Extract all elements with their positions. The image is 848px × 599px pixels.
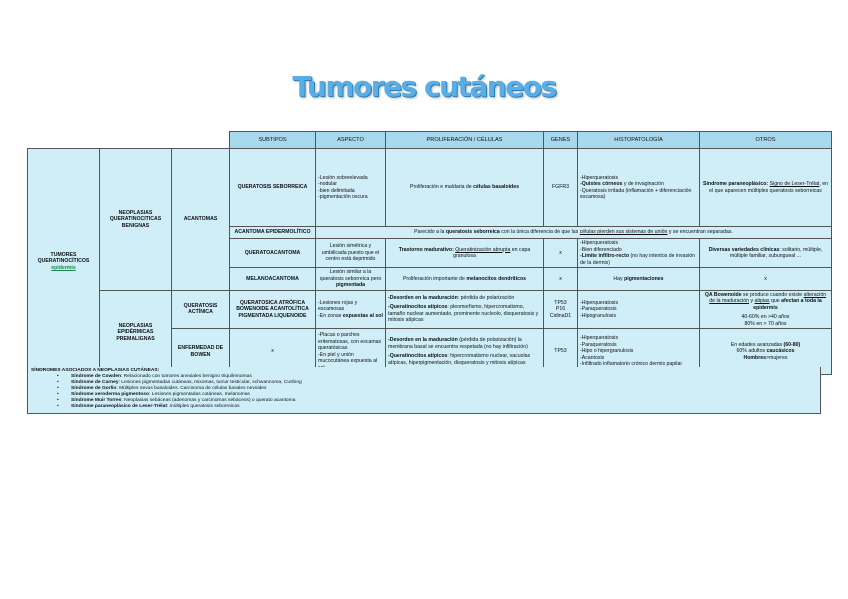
header-aspecto: ASPECTO xyxy=(316,132,386,149)
histo-line: -Hiperqueratosis xyxy=(580,335,619,342)
queratoacantoma-prolif xyxy=(386,239,544,268)
melanoacantoma-genes: x xyxy=(544,268,578,291)
histo-line: -Hiperqueratosis xyxy=(580,240,619,246)
histo-line xyxy=(580,253,697,266)
group-cell xyxy=(28,149,100,375)
header-genes: GENES xyxy=(544,132,578,149)
queratoacantoma-histo xyxy=(578,239,700,268)
aspecto-line: -Lesiones rojas y escamosas xyxy=(318,299,358,312)
syndrome-text: : Relacionado con tumores anexiales benigno triquilemomas xyxy=(121,374,252,379)
text-run: >mujeres xyxy=(766,354,788,361)
acantomas-label: ACANTOMAS xyxy=(172,149,230,291)
header-row xyxy=(28,132,832,149)
text-run: células basaloides xyxy=(473,184,519,191)
queratoacantoma-otros xyxy=(700,239,832,268)
syndrome-name: Síndrome xeroderma pigmentoso xyxy=(71,392,149,397)
syndrome-name: Síndrome Muir Torres xyxy=(71,398,122,403)
syndrome-text: : Lesiones pigmentadas cutáneas, mixomas, tumor testicular, schwannoma, Cushing xyxy=(118,380,302,385)
syndromes-section xyxy=(27,367,821,414)
otros-line xyxy=(702,292,829,312)
histo-line: -Infiltrado inflamatorio crónico dermis papilar xyxy=(580,361,683,368)
melanoacantoma-otros: x xyxy=(700,268,832,291)
bowen-genes: TP53 xyxy=(544,329,578,375)
gene: CidinaD1 xyxy=(549,312,572,319)
syndrome-name: Síndrome de Cowden xyxy=(71,374,121,379)
header-histopatologia: HISTOPATOLOGÍA xyxy=(578,132,700,149)
histo-line: -Hipo o hipergranulosis xyxy=(580,348,634,355)
text-run: (pérdida de polarización) la membrana basal se encuentra respetada (no hay infiltración) xyxy=(388,337,528,350)
gene: P16 xyxy=(555,306,566,312)
text-run: (no hay intentos de invasión de la dermis) xyxy=(580,253,696,266)
prolif-line xyxy=(388,353,541,366)
text-run: Queratinización abrupta xyxy=(455,246,511,253)
queratoacantoma-genes: x xyxy=(544,239,578,268)
aspecto-line: -bien delimitada xyxy=(318,187,355,194)
row-queratosis-actinica xyxy=(28,290,832,329)
bowen-name: ENFERMEDAD DE BOWEN xyxy=(172,329,230,375)
list-item xyxy=(71,404,817,410)
histo-line: -Bien diferenciado xyxy=(580,246,622,253)
text-run: Proliferación e maldaria de xyxy=(409,184,474,191)
text-run: -Desorden en la maduración xyxy=(388,337,458,343)
text-run: alteración de la maduración xyxy=(709,291,827,304)
melanoacantoma-prolif xyxy=(386,268,544,291)
histo-line: -Paraqueratosis xyxy=(580,341,617,348)
header-subtipos: SUBTIPOS xyxy=(230,132,316,149)
text-run: -Queratinocitos atípicos xyxy=(388,304,448,311)
row-queratosis-seborreica xyxy=(28,149,832,227)
text-run: -Queratinocitos atípicos xyxy=(388,353,448,359)
histo-line: -Hiperqueratosis xyxy=(580,174,619,181)
text-run: caucásicos xyxy=(766,348,795,355)
actinica-otros xyxy=(700,290,832,329)
otros-line xyxy=(702,355,829,362)
text-run: que xyxy=(769,298,782,304)
otros-line: 40-60% en >40 años xyxy=(741,314,790,320)
syndromes-list xyxy=(31,374,817,410)
text-run: melanocitos dendríticos xyxy=(466,275,527,282)
syndrome-name: Síndrome de Carney xyxy=(71,380,119,385)
melanoacantoma-aspecto xyxy=(316,268,386,291)
text-run: pigmentaciones xyxy=(624,275,664,282)
prolif-line xyxy=(388,295,541,302)
syndrome-name: Síndrome paraneoplásico de Leser-Trélat xyxy=(71,404,167,409)
tumors-table xyxy=(27,131,832,375)
syndrome-text: : Neoplasias sebáceas (adenomas y carcinomas sebáceos) o querato acantoma xyxy=(121,398,296,403)
text-run: QA Bowenoide xyxy=(704,291,742,298)
text-run: queratosis seborreica xyxy=(445,229,500,236)
seborreica-histo xyxy=(578,149,700,227)
aspecto-line xyxy=(318,313,383,320)
aspecto-line: -En piel y unión mucocutánea expuesta al xyxy=(318,351,378,364)
text-run: Diversas variedades clínicas xyxy=(708,246,780,253)
header-proliferacion: PROLIFERACIÓN / CÉLULAS xyxy=(386,132,544,149)
page-title: Tumores cutáneos xyxy=(292,70,556,103)
actinica-prolif xyxy=(386,290,544,329)
bowen-subtipo: x xyxy=(230,329,316,375)
syndrome-text: : Lesiones pigmentadas cutáneas, melanomas xyxy=(149,392,250,397)
syndrome-text: : múltiples queratosis seborreicas xyxy=(166,404,240,409)
epidermolitico-name: ACANTOMA EPIDERMOLÍTICO xyxy=(230,227,316,239)
text-run: pigmentada xyxy=(335,282,366,288)
text-run: en capa granulosa xyxy=(453,246,531,259)
text-run: afectan a toda la epidermis xyxy=(753,298,822,311)
text-run: Hombres xyxy=(743,354,766,361)
header-otros: OTROS xyxy=(700,132,832,149)
melanoacantoma-name: MELANOACANTOMA xyxy=(230,268,316,291)
actinica-group: QUERATOSIS ACTÍNICA xyxy=(172,290,230,329)
actinica-name: QUERATOSICA ATRÓFICA BOWENOIDE ACANTOLÍTICA PIGMENTADA LIQUENOIDE xyxy=(230,290,316,329)
actinica-aspecto xyxy=(316,290,386,329)
text-run: atipias xyxy=(754,298,770,304)
text-run: Signo de Leser-Trélat xyxy=(769,181,820,187)
text-run: (60-80) xyxy=(783,341,801,348)
seborreica-aspecto xyxy=(316,149,386,227)
melanoacantoma-histo xyxy=(578,268,700,291)
histo-line: -Hipogranulosis xyxy=(580,312,617,319)
text-run: -Desorden en la maduración xyxy=(388,294,458,301)
epidermolitico-text xyxy=(316,227,832,239)
prolif-line xyxy=(388,304,541,324)
aspecto-line: -Placas o parches eritematosas, con escamas queratósicas xyxy=(318,332,382,351)
histo-line: -Acantosis xyxy=(580,354,605,361)
syndromes-heading: SÍNDROMES ASOCIADOS A NEOPLASIAS CUTÁNEAS: xyxy=(31,368,160,373)
aspecto-line: -Lesión sobreelevada xyxy=(318,174,368,181)
queratoacantoma-aspecto: Lesión simétrica y umbilicada puesto que el centro está deprimido xyxy=(316,239,386,268)
text-run: Lesión similar a la queratosis seborreica pero xyxy=(319,269,382,282)
text-run: Proliferación importante de xyxy=(402,275,467,282)
actinica-genes xyxy=(544,290,578,329)
epidermis-link[interactable]: epidermis xyxy=(51,264,76,271)
text-run: Síndrome paraneoplásico: xyxy=(703,181,770,187)
text-run: expuestas al sol xyxy=(342,312,383,319)
text-run: y se encuentran separadas. xyxy=(667,229,733,236)
text-run: células pierden sus sistemas de unión xyxy=(579,229,668,236)
histo-line: -Paraqueratosis xyxy=(580,306,617,312)
histo-line: -Hiperqueratosis xyxy=(580,299,619,306)
text-run: y xyxy=(749,298,755,304)
text-run: 60% adultos xyxy=(736,348,767,355)
seborreica-name: QUERATOSIS SEBORREICA xyxy=(230,149,316,227)
text-run: Hay xyxy=(613,275,625,282)
text-run: , en el que aparecen múltiples queratosis seborreicas xyxy=(709,181,828,194)
text-run: : hipercromatismo nuclear, vacuolas atípicas, hiperpigmentación, disqueratosis y mitosis atípicas xyxy=(388,353,531,366)
text-run: se produce cuando existe xyxy=(741,291,804,298)
text-run: Parecido a la xyxy=(414,229,446,236)
text-run: : pérdida de polarización xyxy=(457,294,515,301)
premalignas-label: NEOPLASIAS EPIDÉRMICAS PREMALIGNAS xyxy=(100,290,172,375)
histo-line: -Queratosis irritada (inflamación + diferenciación escamosa) xyxy=(580,187,692,200)
aspecto-line: -pigmentación oscura xyxy=(318,194,368,200)
otros-line: 80% en > 70 años xyxy=(744,320,787,327)
text-run: -Quistes córneos xyxy=(580,181,623,187)
text-run: : solitario, múltiple, múltiple familiar, subungueal ... xyxy=(729,246,823,259)
seborreica-prolif xyxy=(386,149,544,227)
aspecto-line: -nodular xyxy=(318,181,338,187)
syndrome-name: Síndrome de Gorlin xyxy=(71,386,117,391)
text-run: -Límite infiltro-recto xyxy=(580,253,629,259)
group-label: TUMORES QUERATINOCÍTICOS xyxy=(37,251,90,265)
syndrome-text: : Múltiples nevus basaloides. Carcinoma de células basales nevoides xyxy=(116,386,267,391)
actinica-histo xyxy=(578,290,700,329)
text-run: En edades avanzadas xyxy=(730,341,784,348)
queratoacantoma-name: QUERATOACANTOMA xyxy=(230,239,316,268)
benignas-label: NEOPLASIAS QUERATINOCITICAS BENIGNAS xyxy=(100,149,172,291)
text-run: con la única diferencia de que las xyxy=(499,229,580,236)
seborreica-genes: FGFR3 xyxy=(544,149,578,227)
text-run: -En zonas xyxy=(318,312,343,319)
gene: TP53 xyxy=(554,299,567,306)
seborreica-otros xyxy=(700,149,832,227)
text-run: : pleomorfismo, hipercromatismo, tamaño nuclear aumentado, prominente nucleolo, disqueratosis y mitosis atípicas xyxy=(388,304,539,324)
text-run: y de invaginación xyxy=(622,181,664,187)
text-run: Trastorno madurativo: xyxy=(398,246,456,253)
prolif-line xyxy=(388,337,541,350)
